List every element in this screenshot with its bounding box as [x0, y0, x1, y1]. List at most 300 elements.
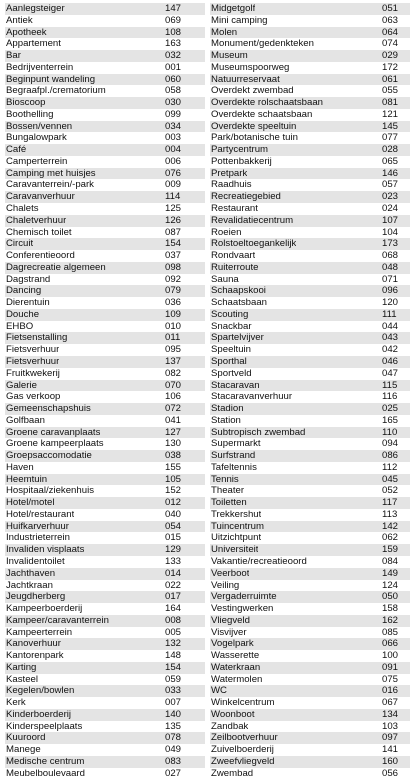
list-item	[210, 532, 410, 544]
item-code: 163	[165, 38, 182, 50]
list-item	[210, 638, 410, 650]
item-code: 173	[382, 238, 399, 250]
item-name: Stacaravan	[211, 379, 260, 391]
list-item	[5, 391, 205, 403]
list-item	[210, 674, 410, 686]
item-code: 132	[165, 638, 182, 650]
item-code: 164	[165, 603, 182, 615]
item-code: 115	[382, 379, 398, 391]
item-code: 154	[165, 238, 182, 250]
item-name: Kinderspeelplaats	[6, 720, 83, 732]
item-name: Mini camping	[211, 14, 268, 26]
item-name: Kerk	[6, 697, 26, 709]
item-name: Jachthaven	[6, 567, 56, 579]
item-name: Spartelvijver	[211, 332, 264, 344]
list-item	[5, 156, 205, 168]
item-code: 162	[382, 614, 399, 626]
item-code: 006	[165, 155, 182, 167]
item-name: Chemisch toilet	[6, 226, 72, 238]
item-code: 141	[382, 744, 399, 756]
item-name: Overdekte speeltuin	[211, 120, 297, 132]
list-item	[210, 768, 410, 780]
item-code: 064	[382, 26, 399, 38]
list-item	[5, 144, 205, 156]
item-code: 114	[165, 191, 181, 203]
list-item	[210, 391, 410, 403]
item-name: Kinderboerderij	[6, 708, 72, 720]
item-name: Ruiterroute	[211, 261, 259, 273]
item-name: Scouting	[211, 308, 249, 320]
item-name: Stadion	[211, 403, 244, 415]
item-code: 063	[382, 14, 399, 26]
list-item	[5, 415, 205, 427]
item-name: Snackbar	[211, 320, 252, 332]
item-code: 069	[165, 14, 182, 26]
list-item	[210, 227, 410, 239]
item-code: 130	[165, 438, 182, 450]
item-code: 116	[382, 391, 398, 403]
item-name: Sauna	[211, 273, 239, 285]
item-name: Woonboot	[211, 708, 255, 720]
item-name: Raadhuis	[211, 179, 252, 191]
item-name: Rolstoeltoegankelijk	[211, 238, 297, 250]
item-code: 098	[165, 261, 182, 273]
item-code: 023	[382, 191, 399, 203]
list-item	[5, 438, 205, 450]
list-item	[210, 438, 410, 450]
list-item	[210, 191, 410, 203]
list-item	[5, 474, 205, 486]
list-item	[210, 74, 410, 86]
item-name: Zweefvliegveld	[211, 756, 275, 767]
item-code: 159	[382, 544, 399, 556]
list-item	[5, 768, 205, 780]
item-name: WC	[211, 685, 227, 697]
list-item	[5, 662, 205, 674]
right-column-list	[210, 3, 410, 780]
item-code: 112	[382, 461, 398, 473]
item-name: Tuincentrum	[211, 520, 264, 532]
list-item	[210, 332, 410, 344]
item-code: 137	[165, 355, 182, 367]
item-code: 003	[165, 132, 182, 144]
list-item	[5, 756, 205, 768]
item-name: Gemeenschapshuis	[6, 403, 91, 415]
list-item	[5, 568, 205, 580]
item-name: Haven	[6, 461, 34, 473]
item-code: 107	[382, 214, 399, 226]
item-name: Caravanverhuur	[6, 191, 75, 203]
item-code: 052	[382, 485, 399, 497]
list-item	[5, 274, 205, 286]
item-code: 030	[165, 97, 182, 109]
item-code: 075	[382, 673, 399, 685]
list-item	[5, 650, 205, 662]
item-code: 054	[165, 520, 182, 532]
item-code: 147	[165, 3, 182, 14]
list-item	[5, 132, 205, 144]
item-name: Conferentieoord	[6, 250, 75, 262]
item-code: 027	[165, 767, 182, 779]
list-item	[210, 238, 410, 250]
list-item	[210, 309, 410, 321]
item-code: 066	[382, 638, 399, 650]
list-item	[5, 344, 205, 356]
list-item	[210, 603, 410, 615]
item-code: 024	[382, 203, 399, 215]
item-name: Bungalowpark	[6, 132, 67, 144]
item-code: 015	[165, 532, 182, 544]
item-code: 142	[382, 520, 399, 532]
list-item	[5, 97, 205, 109]
item-name: Circuit	[6, 238, 34, 250]
item-name: Roeien	[211, 226, 242, 238]
list-item	[5, 297, 205, 309]
item-name: Schaatsbaan	[211, 297, 268, 309]
item-code: 091	[382, 661, 399, 673]
item-name: Apotheek	[6, 26, 47, 38]
list-item	[5, 356, 205, 368]
item-name: Galerie	[6, 379, 37, 391]
item-name: Zeilbootverhuur	[211, 732, 278, 744]
list-item	[5, 580, 205, 592]
item-name: Dagrecreatie algemeen	[6, 261, 106, 273]
item-code: 104	[382, 226, 399, 238]
item-code: 046	[382, 355, 399, 367]
item-code: 096	[382, 285, 399, 297]
item-name: Aanlegsteiger	[6, 3, 65, 14]
list-item	[210, 97, 410, 109]
list-item	[210, 568, 410, 580]
item-code: 100	[382, 650, 399, 662]
item-name: Partycentrum	[211, 144, 269, 156]
list-item	[5, 721, 205, 733]
item-code: 149	[382, 567, 399, 579]
item-name: Recreatiegebied	[211, 191, 281, 203]
list-item	[5, 285, 205, 297]
item-code: 037	[165, 250, 182, 262]
item-code: 045	[382, 473, 399, 485]
item-name: Fietsverhuur	[6, 344, 60, 356]
item-code: 117	[382, 497, 398, 509]
item-code: 007	[165, 697, 182, 709]
item-name: Douche	[6, 308, 40, 320]
item-code: 029	[382, 50, 399, 62]
list-item	[5, 62, 205, 74]
list-item	[5, 627, 205, 639]
item-name: Hospitaal/ziekenhuis	[6, 485, 94, 497]
item-code: 121	[382, 108, 399, 120]
list-item	[5, 532, 205, 544]
item-name: Vestingwerken	[211, 603, 274, 615]
item-code: 036	[165, 297, 182, 309]
item-code: 012	[165, 497, 182, 509]
list-item	[210, 344, 410, 356]
list-item	[5, 674, 205, 686]
item-name: Park/botanische tuin	[211, 132, 298, 144]
item-code: 065	[382, 155, 399, 167]
item-code: 110	[382, 426, 398, 438]
item-name: Bedrijventerrein	[6, 61, 74, 73]
item-code: 017	[165, 591, 182, 603]
list-item	[5, 238, 205, 250]
item-name: Trekkershut	[211, 508, 262, 520]
item-code: 158	[382, 603, 399, 615]
item-code: 108	[165, 26, 182, 38]
list-item	[210, 368, 410, 380]
item-name: Rondvaart	[211, 250, 256, 262]
item-code: 005	[165, 626, 182, 638]
item-name: Overdekt zwembad	[211, 85, 294, 97]
list-item	[210, 650, 410, 662]
item-code: 047	[382, 367, 399, 379]
item-name: Museumspoorweg	[211, 61, 290, 73]
list-item	[210, 274, 410, 286]
item-name: Speeltuin	[211, 344, 252, 356]
list-item	[210, 203, 410, 215]
item-name: Veiling	[211, 579, 240, 591]
list-item	[5, 50, 205, 62]
item-code: 081	[382, 97, 399, 109]
item-code: 086	[382, 450, 399, 462]
item-code: 055	[382, 85, 399, 97]
item-code: 070	[165, 379, 182, 391]
item-code: 095	[165, 344, 182, 356]
item-code: 008	[165, 614, 182, 626]
list-item	[5, 732, 205, 744]
list-item	[5, 203, 205, 215]
item-code: 111	[382, 308, 397, 320]
item-name: Industrieterrein	[6, 532, 70, 544]
item-name: Visvijver	[211, 626, 247, 638]
item-code: 165	[382, 414, 399, 426]
item-name: Supermarkt	[211, 438, 261, 450]
item-name: Groene kampeerplaats	[6, 438, 104, 450]
list-item	[210, 168, 410, 180]
item-name: Toiletten	[211, 497, 247, 509]
list-item	[5, 168, 205, 180]
item-code: 016	[382, 685, 399, 697]
item-name: Kampeer/caravanterrein	[6, 614, 109, 626]
item-name: Vogelpark	[211, 638, 254, 650]
list-item	[5, 544, 205, 556]
list-item	[210, 462, 410, 474]
item-name: Bossen/vennen	[6, 120, 73, 132]
item-code: 041	[165, 414, 182, 426]
item-name: Invalidentoilet	[6, 555, 65, 567]
item-code: 076	[165, 167, 182, 179]
list-item	[210, 15, 410, 27]
item-name: Golfbaan	[6, 414, 45, 426]
item-name: Natuurreservaat	[211, 73, 280, 85]
item-code: 083	[165, 756, 182, 767]
item-code: 087	[165, 226, 182, 238]
item-name: Hotel/restaurant	[6, 508, 75, 520]
item-code: 043	[382, 332, 399, 344]
item-code: 084	[382, 555, 399, 567]
list-item	[5, 591, 205, 603]
list-item	[210, 262, 410, 274]
list-item	[210, 756, 410, 768]
item-name: Huifkarverhuur	[6, 520, 69, 532]
list-item	[5, 497, 205, 509]
list-item	[210, 50, 410, 62]
item-name: Kantorenpark	[6, 650, 64, 662]
list-item	[210, 179, 410, 191]
item-name: Molen	[211, 26, 238, 38]
item-name: EHBO	[6, 320, 34, 332]
item-code: 067	[382, 697, 399, 709]
list-item	[5, 521, 205, 533]
item-name: Camping met huisjes	[6, 167, 96, 179]
item-code: 148	[165, 650, 182, 662]
item-name: Fruitkwekerij	[6, 367, 60, 379]
item-name: Kampeerterrein	[6, 626, 73, 638]
item-code: 072	[165, 403, 182, 415]
item-name: Museum	[211, 50, 248, 62]
list-item	[5, 38, 205, 50]
item-code: 078	[165, 732, 182, 744]
item-code: 042	[382, 344, 399, 356]
item-code: 134	[382, 708, 399, 720]
item-name: Hotel/motel	[6, 497, 55, 509]
list-item	[210, 415, 410, 427]
item-code: 154	[165, 661, 182, 673]
item-name: Surfstrand	[211, 450, 256, 462]
item-name: Overdekte rolschaatsbaan	[211, 97, 323, 109]
list-item	[5, 509, 205, 521]
item-name: Dancing	[6, 285, 42, 297]
list-item	[210, 109, 410, 121]
item-code: 077	[382, 132, 399, 144]
list-item	[5, 697, 205, 709]
item-code: 060	[165, 73, 182, 85]
item-name: Uitzichtpunt	[211, 532, 262, 544]
item-code: 124	[382, 579, 399, 591]
item-code: 172	[382, 61, 399, 73]
item-name: Pottenbakkerij	[211, 155, 272, 167]
item-code: 085	[382, 626, 399, 638]
item-code: 051	[382, 3, 399, 14]
item-name: Tennis	[211, 473, 239, 485]
item-code: 038	[165, 450, 182, 462]
item-name: Fietsenstalling	[6, 332, 68, 344]
list-item	[5, 74, 205, 86]
list-item	[5, 15, 205, 27]
item-name: Monument/gedenkteken	[211, 38, 314, 50]
item-code: 057	[382, 179, 399, 191]
item-code: 033	[165, 685, 182, 697]
item-code: 160	[382, 756, 399, 767]
list-item	[210, 27, 410, 39]
list-item	[5, 556, 205, 568]
list-item	[210, 685, 410, 697]
list-item	[5, 615, 205, 627]
item-code: 105	[165, 473, 182, 485]
item-code: 155	[165, 461, 182, 473]
item-name: Watermolen	[211, 673, 263, 685]
list-item	[210, 615, 410, 627]
item-code: 129	[165, 544, 182, 556]
item-name: Kuuroord	[6, 732, 46, 744]
list-item	[5, 485, 205, 497]
list-item	[210, 627, 410, 639]
list-item	[5, 227, 205, 239]
list-item	[5, 27, 205, 39]
item-name: Stacaravanverhuur	[211, 391, 293, 403]
list-item	[5, 450, 205, 462]
item-code: 034	[165, 120, 182, 132]
item-name: Veerboot	[211, 567, 250, 579]
item-name: Zwembad	[211, 767, 254, 779]
item-code: 062	[382, 532, 399, 544]
list-item	[210, 721, 410, 733]
item-name: Vliegveld	[211, 614, 250, 626]
item-name: Jeugdherberg	[6, 591, 66, 603]
list-item	[210, 697, 410, 709]
list-item	[210, 556, 410, 568]
item-name: Jachtkraan	[6, 579, 53, 591]
list-item	[5, 709, 205, 721]
item-code: 048	[382, 261, 399, 273]
list-item	[210, 121, 410, 133]
item-name: Heemtuin	[6, 473, 48, 485]
item-code: 109	[165, 308, 182, 320]
item-code: 014	[165, 567, 182, 579]
item-code: 079	[165, 285, 182, 297]
item-name: Schaapskooi	[211, 285, 266, 297]
list-item	[210, 321, 410, 333]
list-item	[210, 485, 410, 497]
item-name: Chalets	[6, 203, 39, 215]
list-item	[210, 132, 410, 144]
list-item	[5, 250, 205, 262]
item-name: Subtropisch zwembad	[211, 426, 306, 438]
list-item	[210, 62, 410, 74]
list-item	[5, 638, 205, 650]
item-code: 059	[165, 673, 182, 685]
list-item	[210, 356, 410, 368]
list-item	[210, 450, 410, 462]
item-code: 125	[165, 203, 182, 215]
item-code: 028	[382, 144, 399, 156]
item-name: Boothelling	[6, 108, 54, 120]
item-code: 022	[165, 579, 182, 591]
list-item	[5, 215, 205, 227]
item-code: 061	[382, 73, 399, 85]
item-code: 049	[165, 744, 182, 756]
list-item	[5, 85, 205, 97]
item-name: Beginpunt wandeling	[6, 73, 96, 85]
item-code: 025	[382, 403, 399, 415]
item-code: 152	[165, 485, 182, 497]
item-code: 113	[382, 508, 398, 520]
item-code: 044	[382, 320, 399, 332]
item-name: Dagstrand	[6, 273, 51, 285]
item-code: 010	[165, 320, 182, 332]
item-name: Invaliden visplaats	[6, 544, 85, 556]
item-name: Waterkraan	[211, 661, 261, 673]
item-name: Kanoverhuur	[6, 638, 61, 650]
item-code: 032	[165, 50, 182, 62]
list-item	[5, 744, 205, 756]
item-code: 071	[382, 273, 399, 285]
list-item	[210, 497, 410, 509]
item-name: Sportveld	[211, 367, 252, 379]
list-item	[5, 332, 205, 344]
item-code: 056	[382, 767, 399, 779]
item-code: 082	[165, 367, 182, 379]
